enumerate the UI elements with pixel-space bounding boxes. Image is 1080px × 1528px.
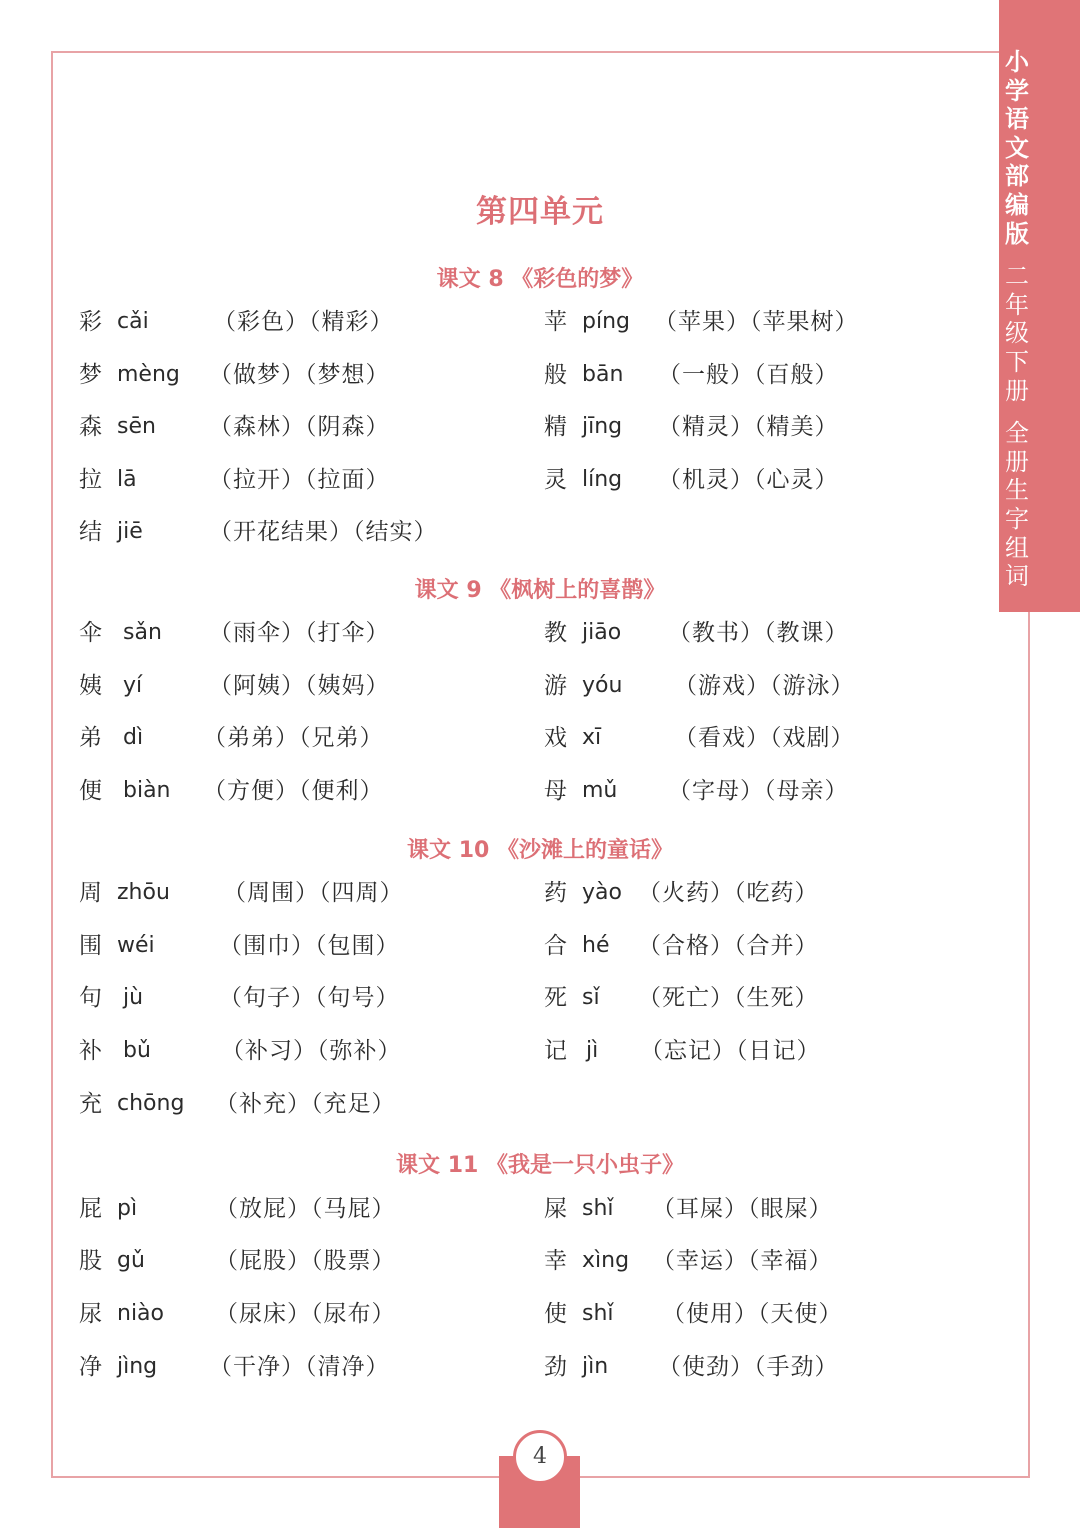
vocab-pinyin: mǔ xyxy=(582,778,618,803)
vocab-words: （补充）（充足） xyxy=(215,1091,396,1117)
vocab-char: 戏 xyxy=(544,725,567,751)
vocab-words: （死亡）（生死） xyxy=(638,985,819,1011)
vocab-pinyin: jiē xyxy=(117,519,143,544)
vocab-words: （周围）（四周） xyxy=(223,880,404,906)
vocab-words: （屁股）（股票） xyxy=(215,1248,396,1274)
side-grade-char: 二 xyxy=(1005,262,1029,291)
vocab-words: （做梦）（梦想） xyxy=(209,362,390,388)
vocab-char: 游 xyxy=(544,673,567,699)
lesson-title: 课文 8 《彩色的梦》 xyxy=(436,267,644,292)
vocab-char: 伞 xyxy=(79,620,102,646)
vocab-words: （精灵）（精美） xyxy=(658,414,839,440)
vocab-char: 劲 xyxy=(544,1354,567,1380)
vocab-words: （拉开）（拉面） xyxy=(209,467,390,493)
vocab-char: 彩 xyxy=(79,309,102,335)
side-title-char: 编 xyxy=(1005,190,1029,219)
vocab-words: （干净）（清净） xyxy=(209,1354,390,1380)
vocab-pinyin: niào xyxy=(117,1301,164,1326)
vocab-words: （苹果）（苹果树） xyxy=(654,309,859,335)
vocab-words: （放屁）（马屁） xyxy=(215,1196,396,1222)
vocab-pinyin: dì xyxy=(123,725,144,750)
side-title-char: 文 xyxy=(1005,133,1029,162)
vocab-pinyin: hé xyxy=(582,933,610,958)
vocab-pinyin: yào xyxy=(582,880,622,905)
vocab-words: （弟弟）（兄弟） xyxy=(203,725,384,751)
vocab-char: 股 xyxy=(79,1248,102,1274)
vocab-char: 合 xyxy=(544,933,567,959)
vocab-words: （使用）（天使） xyxy=(662,1301,843,1327)
vocab-pinyin: yí xyxy=(123,673,143,698)
side-grade-char: 级 xyxy=(1005,319,1029,348)
vocab-char: 便 xyxy=(79,778,102,804)
vocab-pinyin: wéi xyxy=(117,933,155,958)
vocab-pinyin: biàn xyxy=(123,778,171,803)
vocab-char: 姨 xyxy=(79,673,102,699)
vocab-words: （森林）（阴森） xyxy=(209,414,390,440)
vocab-words: （补习）（弥补） xyxy=(221,1038,402,1064)
vocab-words: （使劲）（手劲） xyxy=(658,1354,839,1380)
vocab-pinyin: jiāo xyxy=(582,620,622,645)
vocab-pinyin: shǐ xyxy=(582,1196,614,1221)
vocab-words: （耳屎）（眼屎） xyxy=(652,1196,833,1222)
vocab-char: 记 xyxy=(544,1038,567,1064)
vocab-words: （尿床）（尿布） xyxy=(215,1301,396,1327)
side-grade-char: 册 xyxy=(1005,376,1029,405)
side-title-char: 部 xyxy=(1005,162,1029,191)
vocab-words: （看戏）（戏剧） xyxy=(674,725,855,751)
side-grade-char: 年 xyxy=(1005,290,1029,319)
vocab-pinyin: jù xyxy=(123,985,144,1010)
vocab-char: 灵 xyxy=(544,467,567,493)
vocab-char: 屁 xyxy=(79,1196,102,1222)
vocab-words: （教书）（教课） xyxy=(668,620,849,646)
unit-title: 第四单元 xyxy=(476,194,604,230)
vocab-char: 般 xyxy=(544,362,567,388)
vocab-words: （火药）（吃药） xyxy=(638,880,819,906)
vocab-words: （雨伞）（打伞） xyxy=(209,620,390,646)
vocab-words: （机灵）（心灵） xyxy=(658,467,839,493)
vocab-words: （句子）（句号） xyxy=(219,985,400,1011)
vocab-pinyin: mèng xyxy=(117,362,180,387)
vocab-pinyin: yóu xyxy=(582,673,623,698)
side-subtitle-char: 词 xyxy=(1005,562,1029,591)
side-title-char: 语 xyxy=(1005,105,1029,134)
vocab-pinyin: jìn xyxy=(582,1354,609,1379)
vocab-char: 周 xyxy=(79,880,102,906)
lesson-title: 课文 11 《我是一只小虫子》 xyxy=(396,1153,684,1178)
vocab-pinyin: sǎn xyxy=(123,620,162,645)
vocab-char: 屎 xyxy=(544,1196,567,1222)
vocab-char: 幸 xyxy=(544,1248,567,1274)
side-subtitle-char: 组 xyxy=(1005,533,1029,562)
vocab-char: 净 xyxy=(79,1354,102,1380)
vocab-pinyin: jì xyxy=(586,1038,599,1063)
vocab-char: 使 xyxy=(544,1301,567,1327)
side-grade-char: 下 xyxy=(1005,347,1029,376)
vocab-words: （开花结果）（结实） xyxy=(209,519,438,545)
vocab-pinyin: sēn xyxy=(117,414,156,439)
vocab-pinyin: xìng xyxy=(582,1248,630,1273)
side-subtitle-char: 册 xyxy=(1005,447,1029,476)
vocab-words: （围巾）（包围） xyxy=(219,933,400,959)
vocab-char: 梦 xyxy=(79,362,102,388)
vocab-pinyin: bān xyxy=(582,362,624,387)
vocab-pinyin: píng xyxy=(582,309,630,334)
vocab-words: （忘记）（日记） xyxy=(640,1038,821,1064)
vocab-pinyin: xī xyxy=(582,725,602,750)
vocab-char: 药 xyxy=(544,880,567,906)
vocab-char: 弟 xyxy=(79,725,102,751)
vocab-words: （幸运）（幸福） xyxy=(652,1248,833,1274)
vocab-words: （合格）（合并） xyxy=(638,933,819,959)
vocab-words: （彩色）（精彩） xyxy=(213,309,394,335)
vocab-pinyin: pì xyxy=(117,1196,138,1221)
vocab-char: 苹 xyxy=(544,309,567,335)
vocab-pinyin: zhōu xyxy=(117,880,170,905)
vocab-words: （阿姨）（姨妈） xyxy=(209,673,390,699)
vocab-words: （游戏）（游泳） xyxy=(674,673,855,699)
vocab-char: 句 xyxy=(79,985,102,1011)
vocab-pinyin: shǐ xyxy=(582,1301,614,1326)
vocab-pinyin: chōng xyxy=(117,1091,185,1116)
vocab-char: 教 xyxy=(544,620,567,646)
vocab-pinyin: líng xyxy=(582,467,623,492)
vocab-pinyin: gǔ xyxy=(117,1248,145,1273)
vocab-char: 尿 xyxy=(79,1301,102,1327)
vocab-char: 母 xyxy=(544,778,567,804)
side-title-char: 学 xyxy=(1005,76,1029,105)
side-tab-text xyxy=(1003,48,1031,591)
vocab-pinyin: jìng xyxy=(117,1354,158,1379)
vocab-char: 精 xyxy=(544,414,567,440)
vocab-pinyin: cǎi xyxy=(117,309,149,334)
vocab-pinyin: jīng xyxy=(582,414,623,439)
side-subtitle-char: 生 xyxy=(1005,476,1029,505)
vocab-char: 补 xyxy=(79,1038,102,1064)
vocab-pinyin: bǔ xyxy=(123,1038,151,1063)
page-number: 4 xyxy=(513,1430,567,1484)
vocab-char: 死 xyxy=(544,985,567,1011)
vocab-pinyin: sǐ xyxy=(582,985,600,1010)
vocab-char: 拉 xyxy=(79,467,102,493)
lesson-title: 课文 9 《枫树上的喜鹊》 xyxy=(414,578,666,603)
vocab-char: 充 xyxy=(79,1091,102,1117)
vocab-char: 结 xyxy=(79,519,102,545)
vocab-char: 森 xyxy=(79,414,102,440)
lesson-title: 课文 10 《沙滩上的童话》 xyxy=(407,838,673,863)
vocab-char: 围 xyxy=(79,933,102,959)
side-subtitle-char: 字 xyxy=(1005,504,1029,533)
vocab-words: （字母）（母亲） xyxy=(668,778,849,804)
vocab-pinyin: lā xyxy=(117,467,137,492)
side-subtitle-char: 全 xyxy=(1005,419,1029,448)
vocab-words: （方便）（便利） xyxy=(203,778,384,804)
side-title-char: 小 xyxy=(1005,48,1029,76)
side-title-char: 版 xyxy=(1005,219,1029,248)
vocab-words: （一般）（百般） xyxy=(658,362,839,388)
